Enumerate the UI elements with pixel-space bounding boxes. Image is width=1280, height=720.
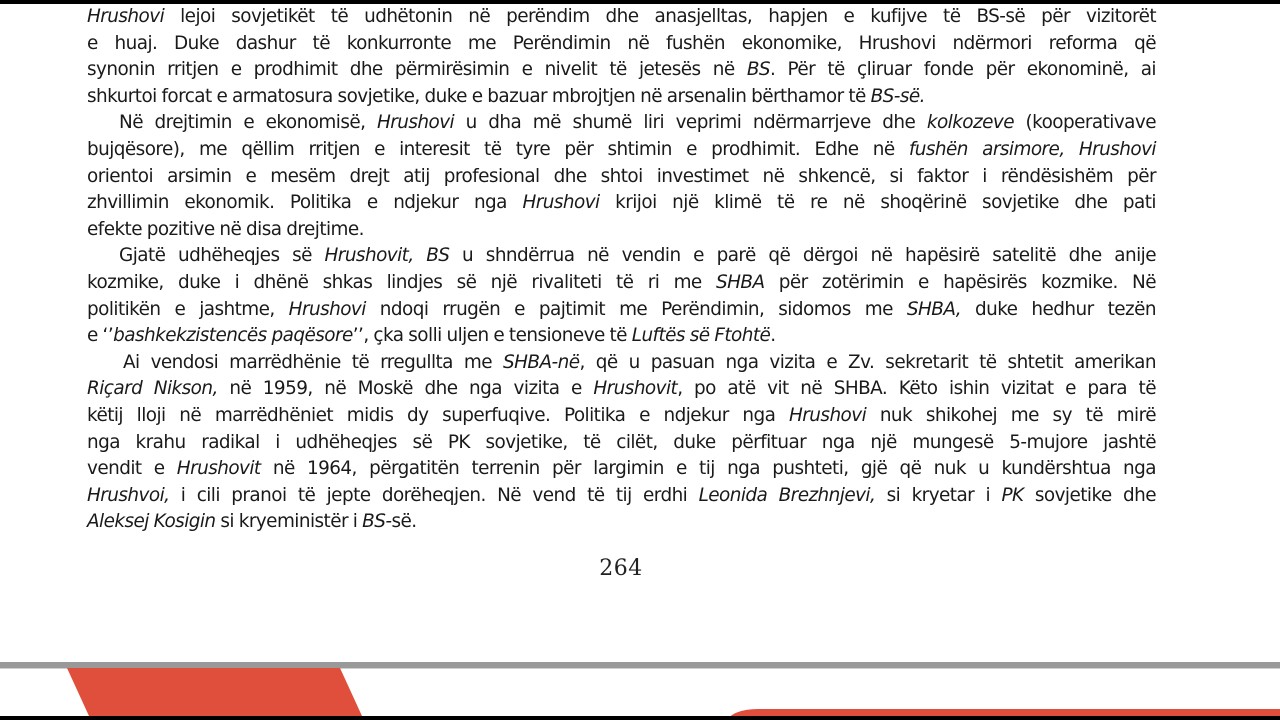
italic-text: Hrushovi: [522, 192, 600, 214]
page-number: 264: [599, 556, 643, 581]
text-line: [87, 164, 1156, 191]
text-run: , që u pasuan nga vizita e Zv. sekretarit të shtetit amerikan: [579, 351, 1156, 373]
red-footer-tab: [0, 668, 400, 716]
text-run: Gjatë udhëheqjes së: [119, 245, 325, 267]
text-run: lejoi sovjetikët të udhëtonin në perëndim dhe anasjelltas, hapjen e kufijve të BS-së për vizitorët: [164, 6, 1156, 27]
italic-text: Hrushovi: [288, 298, 366, 320]
italic-text: Hrushovit: [593, 378, 678, 400]
text-line: [87, 243, 1156, 270]
text-run: u dha më shumë liri veprimi ndërmarrjeve dhe: [454, 112, 927, 134]
italic-text: Hrushovit: [176, 458, 261, 480]
italic-text: Leonida Brezhnjevi,: [698, 484, 876, 506]
italic-text: BS-së.: [870, 85, 925, 107]
text-line: [87, 430, 1156, 457]
text-run: ’’, çka solli uljen e tensioneve të: [352, 325, 632, 347]
italic-text: kolkozeve: [926, 112, 1014, 134]
text-run: kozmike, duke i dhënë shkas lindjes së një rivaliteti të ri me: [87, 271, 716, 293]
text-run: Ai vendosi marrëdhënie të rregullta me: [123, 351, 503, 373]
text-run: e ‘’: [87, 325, 114, 347]
text-run: si kryeministër i: [215, 511, 363, 533]
text-run: zhvillimin ekonomik. Politika e ndjekur nga: [87, 192, 523, 214]
italic-text: PK: [1001, 484, 1024, 506]
text-line: [87, 323, 1156, 350]
italic-text: Riçard Nikson,: [87, 378, 218, 400]
paragraph-1: [87, 4, 1156, 110]
paragraph-3: [87, 243, 1156, 349]
text-line: [87, 376, 1156, 403]
text-run: si kryetar i: [875, 484, 1002, 506]
paragraph-2: [87, 110, 1156, 243]
italic-text: fushën arsimore, Hrushovi: [908, 138, 1156, 160]
text-run: në 1959, në Moskë dhe nga vizita e: [217, 378, 594, 400]
text-run: synonin rritjen e prodhimit dhe përmirësimin e nivelit të jetesës në: [87, 59, 747, 81]
italic-text: SHBA-në: [503, 351, 580, 373]
text-run: . Për të çliruar fonde për ekonominë, ai: [770, 59, 1156, 81]
text-run: nga krahu radikal i udhëheqjes së PK sovjetike, të cilët, duke përfituar nga një mungesë 5-mujore jashtë: [87, 431, 1156, 453]
italic-text: bashkekzistencës paqësore: [113, 325, 353, 347]
text-line: [87, 84, 1156, 111]
text-run: efekte pozitive në disa drejtime.: [87, 218, 364, 240]
text-line: [87, 270, 1156, 297]
text-run: Në drejtimin e ekonomisë,: [119, 112, 377, 134]
text-line: [87, 403, 1156, 430]
text-line: [87, 509, 1156, 536]
text-run: sovjetike dhe: [1023, 484, 1157, 506]
italic-text: Hrushvoi,: [87, 484, 170, 506]
text-run: krijoi një klimë të re në shoqërinë sovjetike dhe pati: [599, 192, 1156, 214]
bottom-black-border: [0, 716, 1280, 720]
text-line: [87, 137, 1156, 164]
text-run: për zotërimin e hapësirës kozmike. Në: [764, 271, 1156, 293]
text-run: bujqësore), me qëllim rritjen e interesit të tyre për shtimin e prodhimit. Edhe në: [87, 138, 909, 160]
italic-text: Aleksej Kosigin: [87, 511, 216, 533]
text-run: u shndërrua në vendin e parë që dërgoi në hapësirë satelitë dhe anije: [449, 245, 1156, 267]
text-line: [87, 190, 1156, 217]
text-run: së.: [391, 511, 417, 533]
text-run: nuk shikohej me sy të mirë: [866, 404, 1156, 426]
text-run: duke hedhur tezën: [961, 298, 1156, 320]
document-body: [87, 4, 1156, 536]
text-line: [87, 483, 1156, 510]
text-run: i cili pranoi të jepte dorëheqjen. Në vend të tij erdhi: [169, 484, 699, 506]
italic-text: Hrushovi: [376, 112, 455, 134]
italic-text: BS: [746, 59, 771, 81]
text-line: [87, 110, 1156, 137]
paragraph-4: [87, 350, 1156, 536]
italic-text: Hrushovi: [87, 6, 165, 27]
text-run: shkurtoi forcat e armatosura sovjetike, duke e bazuar mbrojtjen në arsenalin bërthamor të: [87, 85, 871, 107]
text-line: [87, 31, 1156, 58]
italic-text: SHBA: [715, 271, 765, 293]
text-run: ndoqi rrugën e pajtimit me Perëndimin, sidomos me: [365, 298, 907, 320]
text-run: , po atë vit në SHBA. Këto ishin vizitat e para të: [677, 378, 1156, 400]
text-run: orientoi arsimin e mesëm drejt atij profesional dhe shtoi investimet në shkencë, si faktor i rëndësishëm për: [87, 165, 1156, 187]
italic-text: Hrushovi: [789, 404, 867, 426]
italic-text: Luftës së Ftohtë: [631, 325, 771, 347]
text-run: në 1964, përgatitën terrenin për largimin e tij nga pushteti, gjë që nuk u kundërshtua nga: [260, 458, 1156, 480]
text-line: [87, 57, 1156, 84]
text-line: [87, 297, 1156, 324]
italic-text: Hrushovit, BS: [324, 245, 450, 267]
text-line: [87, 456, 1156, 483]
italic-text: SHBA,: [906, 298, 962, 320]
italic-text: BS-: [362, 511, 392, 533]
text-run: .: [770, 325, 776, 347]
text-run: vendit e: [87, 458, 177, 480]
text-line: [87, 217, 1156, 244]
text-run: (kooperativave: [1013, 112, 1156, 134]
text-line: [87, 350, 1156, 377]
text-run: këtij lloji në marrëdhëniet midis dy superfuqive. Politika e ndjekur nga: [87, 404, 790, 426]
text-run: politikën e jashtme,: [87, 298, 289, 320]
text-line: [87, 4, 1156, 31]
text-run: e huaj. Duke dashur të konkurronte me Perëndimin në fushën ekonomike, Hrushovi ndërmori reforma që: [87, 32, 1156, 54]
